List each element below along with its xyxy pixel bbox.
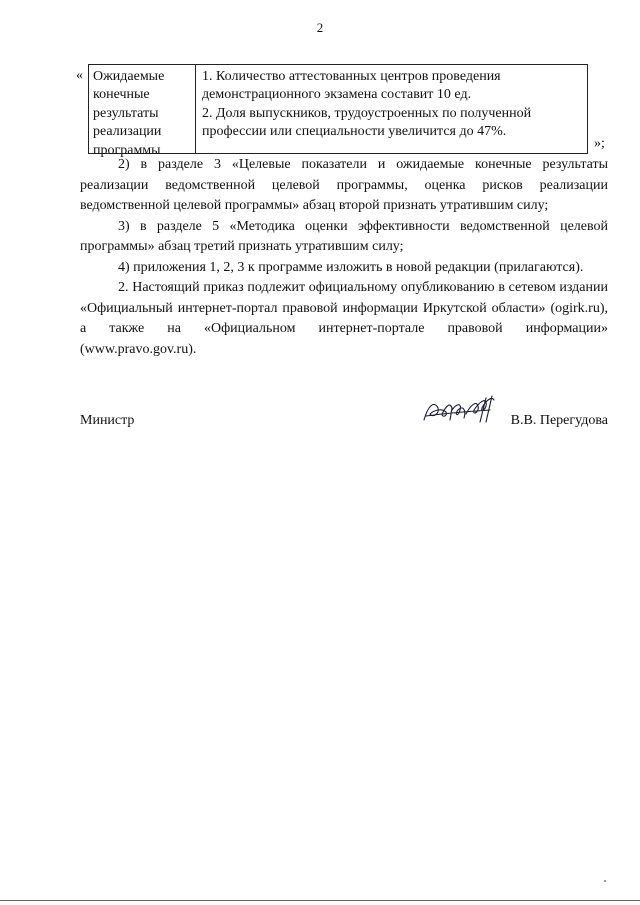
paragraph-section-5: 3) в разделе 5 «Методика оценки эффективности ведомственной целевой программы» абзац третий признать утратившим силу; [80,218,608,254]
signature-block [80,413,608,433]
label-line: Ожидаемые [93,69,165,84]
signatory-name: В.В. Перегудова [510,413,608,428]
content-line: 2. Доля выпускников, трудоустроенных по полученной [202,105,532,121]
page-bottom-edge [0,900,640,901]
content-line: профессии или специальности увеличится до 47%. [202,124,507,140]
body-text [80,155,608,360]
closing-quote: »; [594,136,605,151]
opening-quote: « [76,68,83,83]
label-line: конечные [93,87,150,103]
content-line: демонстрационного экзамена составит 10 ед. [202,87,472,103]
label-line: реализации [93,124,162,140]
paragraph-section-3: 2) в разделе 3 «Целевые показатели и ожидаемые конечные результаты реализации ведомственной целевой программы, оценка рисков реализации ведомственной целевой программы» абзац второй признать утратившим силу; [80,157,608,213]
scan-artifact [604,880,606,882]
page-number: 2 [316,20,324,35]
results-table [88,64,588,158]
table-content-cell [196,65,587,153]
paragraph-publication: 2. Настоящий приказ подлежит официальному опубликованию в сетевом издании «Официальный интернет-портал правовой информации Иркутской области» (ogirk.ru), а также на «Официальном интернет-портале правовой информации» (www.pravo.gov.ru). [80,280,608,357]
signatory-title: Министр [80,413,135,428]
paragraph-appendices: 4) приложения 1, 2, 3 к программе изложить в новой редакции (прилагаются). [118,259,584,275]
label-line: результаты [93,105,159,121]
table-label-cell [89,65,196,158]
content-line: 1. Количество аттестованных центров проведения [202,69,501,84]
label-line: программы [93,142,161,158]
